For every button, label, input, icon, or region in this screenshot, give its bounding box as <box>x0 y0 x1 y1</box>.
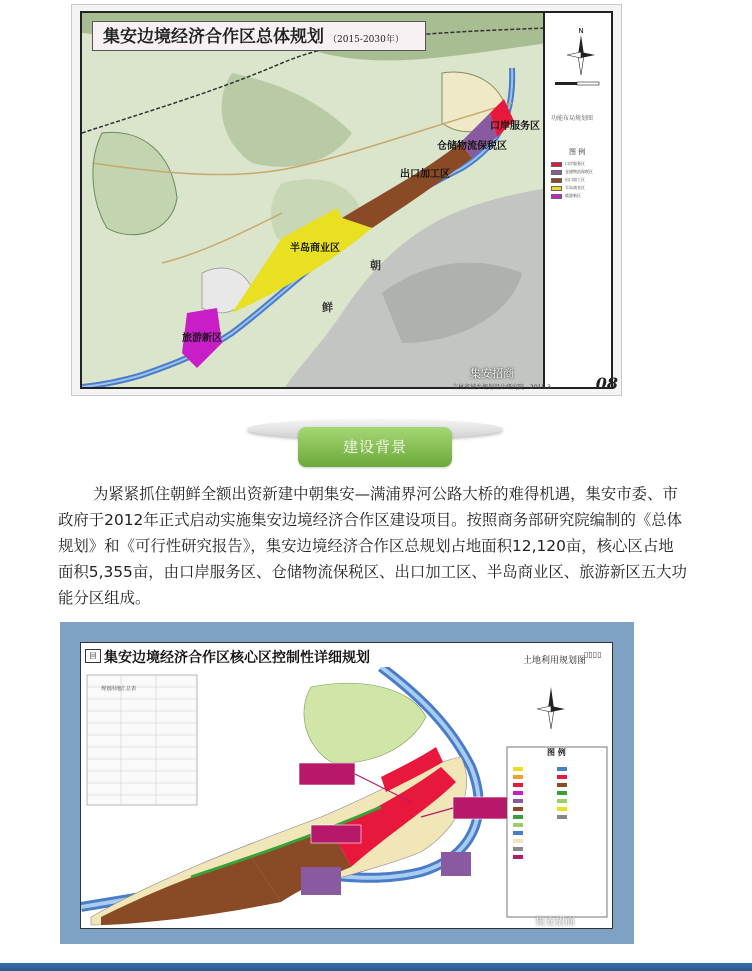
map1-title <box>92 21 426 51</box>
map2-compass-icon <box>537 687 565 729</box>
map2-stats-title: 规划用地汇总表 <box>101 686 137 692</box>
legend-swatch <box>551 170 562 175</box>
korea-label-1: 朝 <box>370 259 381 272</box>
legend-item <box>551 161 593 167</box>
map2-frame <box>80 642 613 929</box>
zone-label-port-service: 口岸服务区 <box>490 121 540 132</box>
legend-label: 口岸服务区 <box>565 161 585 166</box>
legend-label: 出口加工区 <box>565 177 585 182</box>
map1-side-title: 功能布局规划图 <box>551 115 594 122</box>
map2-title: 集安边境经济合作区核心区控制性详细规划 <box>104 650 370 666</box>
map2-subtitle: 土地利用规划图 <box>523 656 587 666</box>
zone-label-export-processing: 出口加工区 <box>400 169 450 180</box>
legend-item <box>551 185 593 191</box>
general-plan-map-image <box>71 4 622 396</box>
scale-bar <box>553 79 605 89</box>
map1-terrain <box>82 13 545 389</box>
paragraph-line: 面积5,355亩，由口岸服务区、仓储物流保税区、出口加工区、半岛商业区、旅游新区五大功 <box>58 563 687 581</box>
legend-label: 旅游新区 <box>565 193 581 198</box>
map1-footer: 吉林省城乡规划设计研究院 2015.3 <box>452 384 551 391</box>
background-paragraph <box>58 481 739 611</box>
map2-flags: ▯▯▯▯ <box>584 650 602 659</box>
paragraph-line: 规划》和《可行性研究报告》，集安边境经济合作区总规划占地面积12,120亩，核心区占地 <box>58 537 674 555</box>
map2-watermark: 集安招商 <box>535 917 575 928</box>
zone-label-peninsula-commercial: 半岛商业区 <box>290 243 340 254</box>
legend-swatch <box>551 178 562 183</box>
map1-legend <box>551 161 593 201</box>
map2-landuse-drawing <box>81 667 612 928</box>
map1-title-years: （2015-2030年） <box>328 35 404 45</box>
legend-label: 半岛商业区 <box>565 185 585 190</box>
map1-title-text: 集安边境经济合作区总体规划 <box>103 27 324 47</box>
legend-item <box>551 169 593 175</box>
map1-frame <box>80 11 545 389</box>
map1-watermark: 集安招商 <box>470 367 514 380</box>
paragraph-line: 能分区组成。 <box>58 589 151 607</box>
map2-legend-title: 图 例 <box>547 748 566 757</box>
zone-label-bonded-logistics: 仓储物流保税区 <box>437 141 507 152</box>
map1-side-panel <box>545 11 613 389</box>
section-header <box>247 419 503 469</box>
section-heading: 建设背景 <box>298 427 452 467</box>
map1-page-number: 08 <box>595 374 618 393</box>
legend-item <box>551 193 593 199</box>
compass-icon <box>561 23 601 81</box>
legend-item <box>551 177 593 183</box>
zone-label-tourism: 旅游新区 <box>182 333 222 344</box>
paragraph-line: 为紧紧抓住朝鲜全额出资新建中朝集安—满浦界河公路大桥的难得机遇，集安市委、市 <box>93 485 678 503</box>
legend-label: 仓储物流保税区 <box>565 169 593 174</box>
taskbar <box>0 963 752 971</box>
legend-swatch <box>551 194 562 199</box>
korea-label-2: 鲜 <box>322 301 333 314</box>
map2-title-icon: 回 <box>85 649 101 663</box>
legend-swatch <box>551 162 562 167</box>
legend-swatch <box>551 186 562 191</box>
paragraph-line: 政府于2012年正式启动实施集安边境经济合作区建设项目。按照商务部研究院编制的《总体 <box>58 511 683 529</box>
svg-text:N: N <box>578 27 584 35</box>
detailed-plan-map-image <box>60 622 634 944</box>
map1-legend-title: 图 例 <box>569 148 586 156</box>
